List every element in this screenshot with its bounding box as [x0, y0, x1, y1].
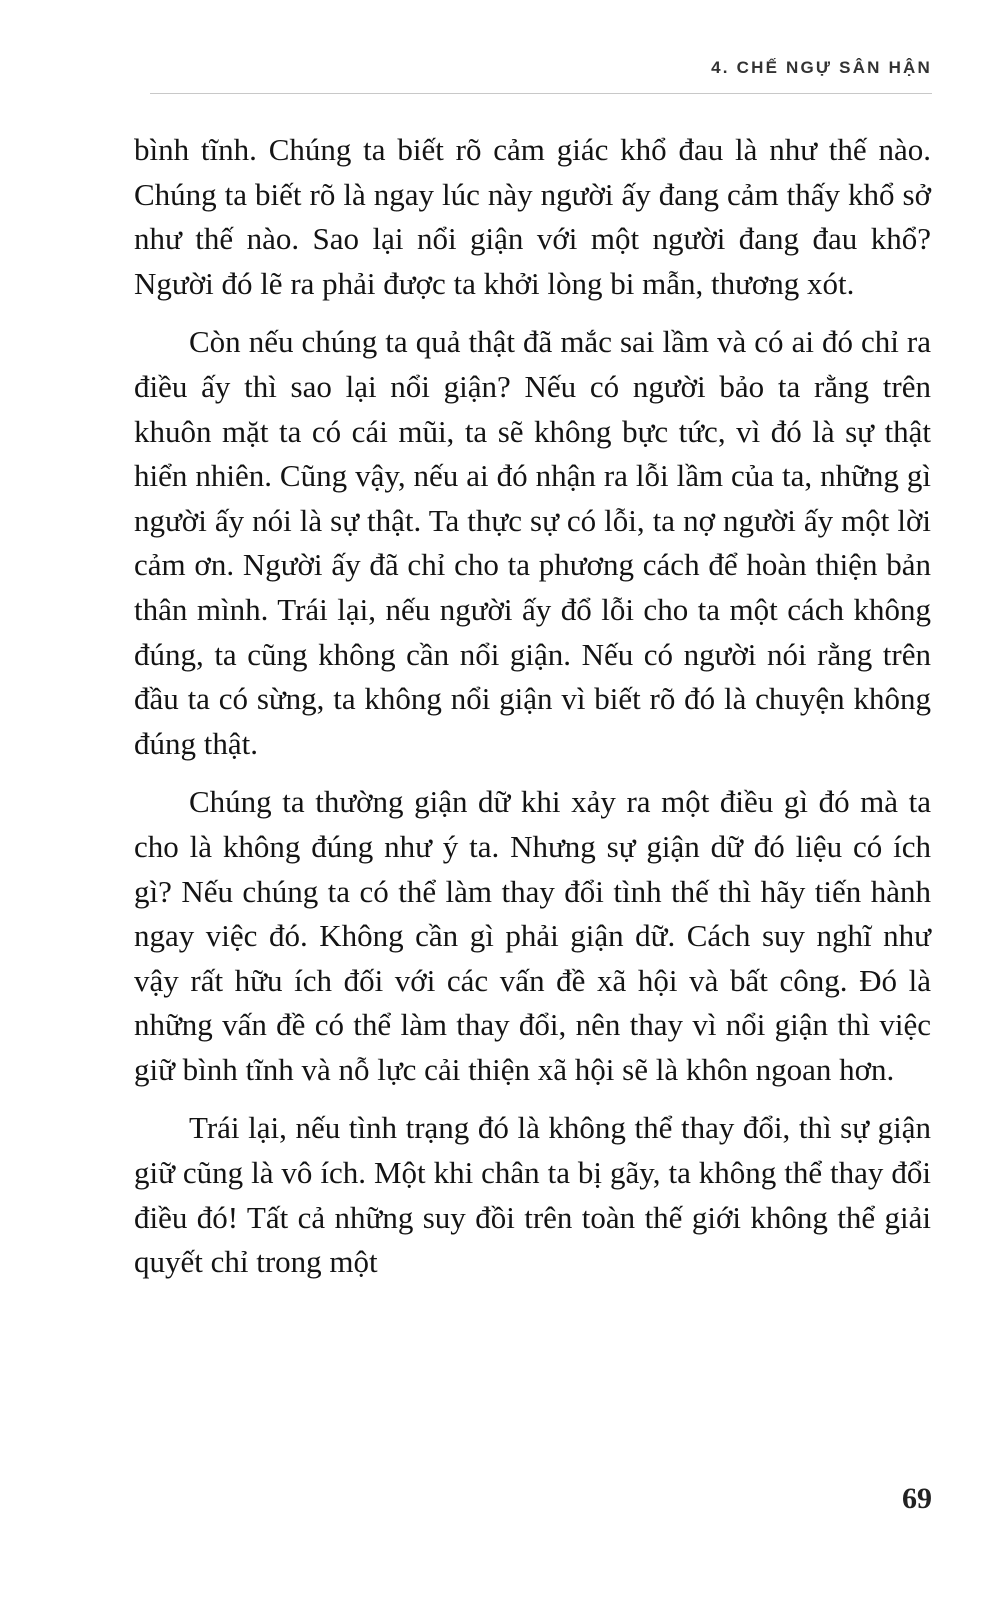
- body-text: [134, 128, 931, 1299]
- header-divider: [150, 93, 932, 94]
- paragraph: Trái lại, nếu tình trạng đó là không thể thay đổi, thì sự giận giữ cũng là vô ích. Một khi chân ta bị gãy, ta không thể thay đổi điều đó! Tất cả những suy đồi trên toàn thế giới không thể giải quyết chỉ trong một: [134, 1110, 931, 1280]
- paragraph-continued: bình tĩnh. Chúng ta biết rõ cảm giác khổ đau là như thế nào. Chúng ta biết rõ là ngay lúc này người ấy đang cảm thấy khổ sở như thế nào. Sao lại nổi giận với một người đang đau khổ? Người đó lẽ ra phải được ta khởi lòng bi mẫn, thương xót.: [134, 132, 931, 301]
- page-number: 69: [902, 1482, 932, 1515]
- paragraph: Còn nếu chúng ta quả thật đã mắc sai lầm và có ai đó chỉ ra điều ấy thì sao lại nổi giận? Nếu có người bảo ta rằng trên khuôn mặt ta có cái mũi, ta sẽ không bực tức, vì đó là sự thật hiển nhiên. Cũng vậy, nếu ai đó nhận ra lỗi lầm của ta, những gì người ấy nói là sự thật. Ta thực sự có lỗi, ta nợ người ấy một lời cảm ơn. Người ấy đã chỉ cho ta phương cách để hoàn thiện bản thân mình. Trái lại, nếu người ấy đổ lỗi cho ta một cách không đúng, ta cũng không cần nổi giận. Nếu có người nói rằng trên đầu ta có sừng, ta không nổi giận vì biết rõ đó là chuyện không đúng thật.: [134, 324, 931, 761]
- paragraph: Chúng ta thường giận dữ khi xảy ra một điều gì đó mà ta cho là không đúng như ý ta. Nhưng sự giận dữ đó liệu có ích gì? Nếu chúng ta có thể làm thay đổi tình thế thì hãy tiến hành ngay việc đó. Không cần gì phải giận dữ. Cách suy nghĩ như vậy rất hữu ích đối với các vấn đề xã hội và bất công. Đó là những vấn đề có thể làm thay đổi, nên thay vì nổi giận thì việc giữ bình tĩnh và nỗ lực cải thiện xã hội sẽ là khôn ngoan hơn.: [134, 784, 931, 1087]
- running-title: 4. CHẾ NGỰ SÂN HẬN: [711, 58, 932, 77]
